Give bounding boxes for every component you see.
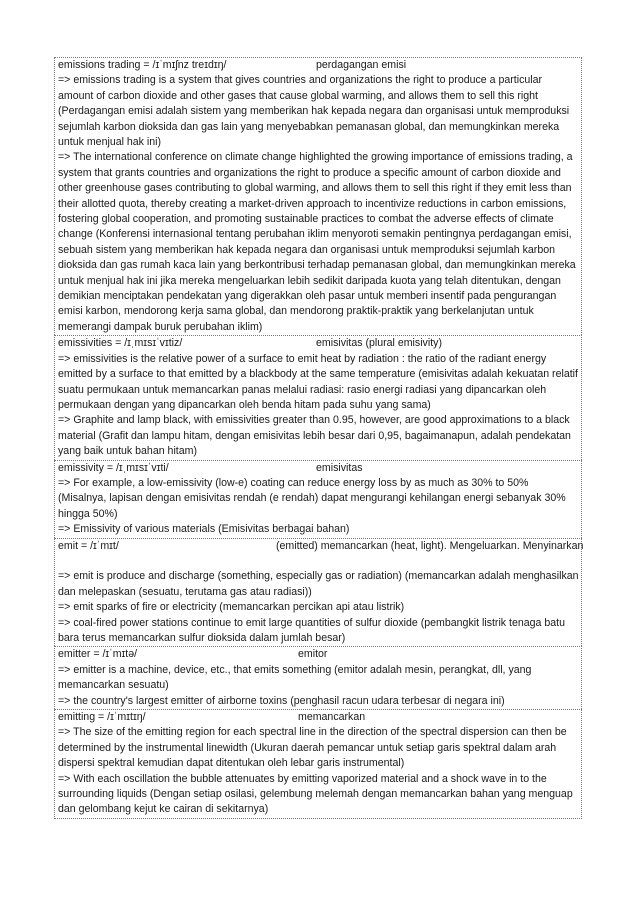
entry-example: => coal-fired power stations continue to emit large quantities of sulfur dioxide (pembangkit listrik tenaga batu bara terus memancarkan sulfur dioksida dalam jumlah besar) — [58, 616, 566, 644]
entry-term: emitting = /ɪˈmɪtɪŋ/ — [58, 710, 146, 723]
glossary-entry-emitter — [54, 646, 582, 709]
glossary-entry-emitting — [54, 709, 582, 819]
glossary-entry-emissions-trading — [54, 57, 582, 335]
entry-term: emitter = /ɪˈmɪtə/ — [58, 648, 138, 661]
entry-example: => With each oscillation the bubble attenuates by emitting vaporized material and a shock wave in to the surrounding liquids (Dengan setiap osilasi, gelembung melemah dengan memancarkan bahan yang menguap dan gelombang kejut ke cairan di sekitarnya) — [58, 772, 573, 816]
entry-example: => Graphite and lamp black, with emissivities greater than 0.95, however, are good approximations to a black material (Grafit dan lampu hitam, dengan emisivitas lebih besar dari 0,95, bagaimanapun, adalah pendekatan yang baik untuk bahan hitam) — [58, 414, 571, 458]
entry-example: => the country's largest emitter of airborne toxins (penghasil racun udara terbesar di negara ini) — [58, 694, 505, 707]
entry-example: => Emissivity of various materials (Emisivitas berbagai bahan) — [58, 523, 350, 536]
entry-example: => The size of the emitting region for each spectral line in the direction of the spectral dispersion can then be determined by the instrumental linewidth (Ukuran daerah pemancar untuk setiap garis spektral dalam arah dispersi spektral kemudian dapat ditentukan oleh lebar garis instrumental) — [58, 726, 567, 770]
glossary-table — [54, 57, 582, 819]
entry-term: emissions trading = /ɪˈmɪʃnz treɪdɪŋ/ — [58, 59, 227, 71]
entry-example: => The international conference on climate change highlighted the growing importance of emissions trading, a system that grants countries and organizations the right to produce a specific amount of carbon dioxide and other greenhouse gases contributing to global warming, and allows them to sell this right if they emit less than their allotted quota, thereby creating a market-driven approach to incentivize reductions in carbon emissions, fostering global cooperation, and promoting sustainable practices to combat the adverse effects of climate change (Konferensi internasional tentang perubahan iklim menyoroti semakin pentingnya perdagangan emisi, sebuah sistem yang memberikan hak kepada negara dan organisasi untuk memproduksi sejumlah karbon dioksida dan gas rumah kaca lain yang berkontribusi terhadap pemanasan global, dan memungkinkan mereka untuk menjual hak ini jika mereka mengeluarkan lebih sedikit daripada kuota yang telah ditentukan, dengan demikian menciptakan pendekatan yang digerakkan oleh pasar untuk memberi insentif pada pengurangan emisi karbon, mendorong kerja sama global, dan mendorong praktik-praktik yang berkelanjutan untuk memerangi dampak buruk perubahan iklim) — [58, 151, 576, 333]
entry-header — [58, 461, 579, 476]
entry-term: emit = /ɪˈmɪt/ — [58, 539, 119, 552]
entry-header — [58, 58, 579, 73]
entry-translation: emitor — [298, 648, 328, 661]
entry-translation: perdagangan emisi — [316, 59, 407, 71]
entry-header — [58, 539, 584, 570]
entry-header — [58, 710, 579, 725]
entry-header — [58, 647, 579, 662]
entry-term: emissivities = /ɪˌmɪsɪˈvɪtiz/ — [58, 337, 183, 350]
entry-definition: => emissivities is the relative power of a surface to emit heat by radiation : the ratio of the radiant energy emitted by a surface to that emitted by a blackbody at the same temperature (emisivitas adalah kekuatan relatif suatu permukaan untuk memancarkan panas melalui radiasi: rasio energi radiasi yang dipancarkan oleh permukaan dengan yang dipancarkan oleh benda hitam pada suhu yang sama) — [58, 352, 578, 411]
glossary-entry-emit — [54, 538, 582, 647]
entry-translation: emisivitas — [316, 461, 363, 474]
entry-translation: memancarkan — [298, 710, 366, 723]
entry-term: emissivity = /ɪˌmɪsɪˈvɪti/ — [58, 461, 169, 474]
glossary-entry-emissivity — [54, 460, 582, 538]
entry-definition: => emit is produce and discharge (something, especially gas or radiation) (memancarkan adalah menghasilkan dan melepaskan (sesuatu, terutama gas atau radiasi)) — [58, 570, 579, 598]
entry-translation: (emitted) memancarkan (heat, light). Mengeluarkan. Menyinarkan — [276, 539, 584, 552]
entry-header — [58, 336, 579, 351]
entry-translation: emisivitas (plural emisivity) — [316, 337, 442, 350]
entry-example: => emit sparks of fire or electricity (memancarkan percikan api atau listrik) — [58, 601, 405, 614]
entry-example: => For example, a low-emissivity (low-e) coating can reduce energy loss by as much as 30% to 50% (Misalnya, lapisan dengan emisivitas rendah (e rendah) dapat mengurangi kehilangan energi sebanyak 30% hingga 50%) — [58, 476, 566, 520]
entry-definition: => emissions trading is a system that gives countries and organizations the right to produce a particular amount of carbon dioxide and other gases that cause global warming, and allows them to sell this right (Perdagangan emisi adalah sistem yang memberikan hak kepada negara dan organisasi untuk memproduksi sejumlah karbon dioksida dan gas lain yang menyebabkan pemanasan global, dan memungkinkan mereka untuk menjual hak ini) — [58, 74, 570, 149]
entry-definition: => emitter is a machine, device, etc., that emits something (emitor adalah mesin, perangkat, dll, yang memancarkan sesuatu) — [58, 663, 532, 692]
glossary-entry-emissivities — [54, 335, 582, 459]
